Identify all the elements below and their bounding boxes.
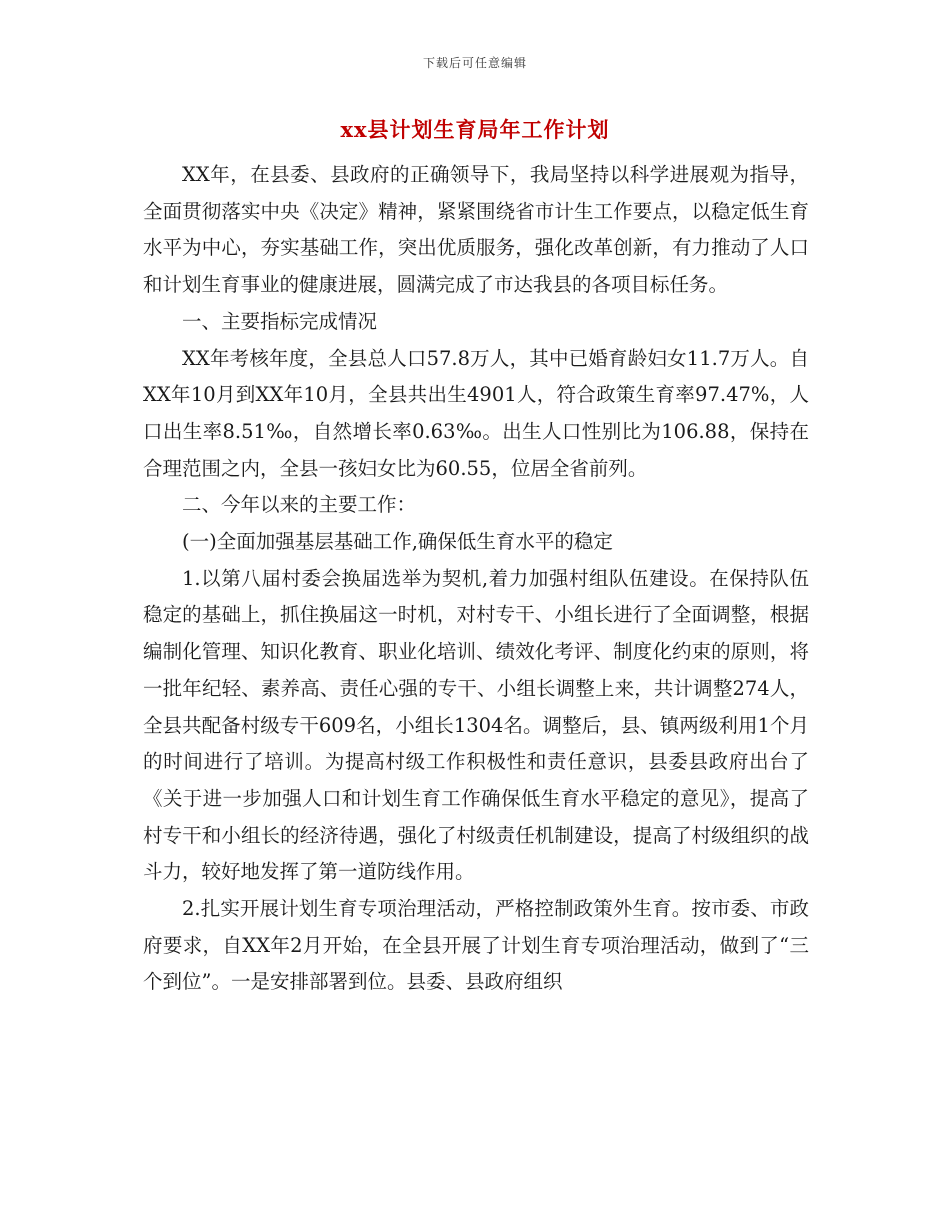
- document-body: [143, 157, 809, 1001]
- subsection-heading-basic-work: (一)全面加强基层基础工作,确保低生育水平的稳定: [182, 530, 613, 554]
- paragraph-intro: XX年，在县委、县政府的正确领导下，我局坚持以科学进展观为指导，全面贯彻落实中央《决定》精神，紧紧围绕省市计生工作要点，以稳定低生育水平为中心，夯实基础工作，突出优质服务，强化改革创新，有力推动了人口和计划生育事业的健康进展，圆满完成了市达我县的各项目标任务。: [143, 163, 809, 297]
- paragraph-indicators: XX年考核年度，全县总人口57.8万人，其中已婚育龄妇女11.7万人。自XX年10月到XX年10月，全县共出生4901人，符合政策生育率97.47%，人口出生率8.51‰，自然增长率0.63‰。出生人口性别比为106.88，保持在合理范围之内，全县一孩妇女比为60.55，位居全省前列。: [143, 346, 809, 480]
- document-title: xx县计划生育局年工作计划: [340, 117, 610, 142]
- section-heading-indicators: 一、主要指标完成情况: [182, 309, 378, 333]
- header-note: 下载后可任意编辑: [422, 56, 527, 70]
- section-heading-main-work: 二、今年以来的主要工作：: [182, 493, 417, 517]
- paragraph-item-2: 2.扎实开展计划生育专项治理活动，严格控制政策外生育。按市委、市政府要求，自XX年2月开始，在全县开展了计划生育专项治理活动，做到了“三个到位”。一是安排部署到位。县委、县政府组织: [143, 897, 809, 994]
- paragraph-item-1: 1.以第八届村委会换届选举为契机,着力加强村组队伍建设。在保持队伍稳定的基础上，抓住换届这一时机，对村专干、小组长进行了全面调整，根据编制化管理、知识化教育、职业化培训、绩效化考评、制度化约束的原则，将一批年纪轻、素养高、责任心强的专干、小组长调整上来，共计调整274人，全县共配备村级专干609名，小组长1304名。调整后，县、镇两级利用1个月的时间进行了培训。为提高村级工作积极性和责任意识，县委县政府出台了《关于进一步加强人口和计划生育工作确保低生育水平稳定的意见》，提高了村专干和小组长的经济待遇，强化了村级责任机制建设，提高了村级组织的战斗力，较好地发挥了第一道防线作用。: [143, 566, 809, 884]
